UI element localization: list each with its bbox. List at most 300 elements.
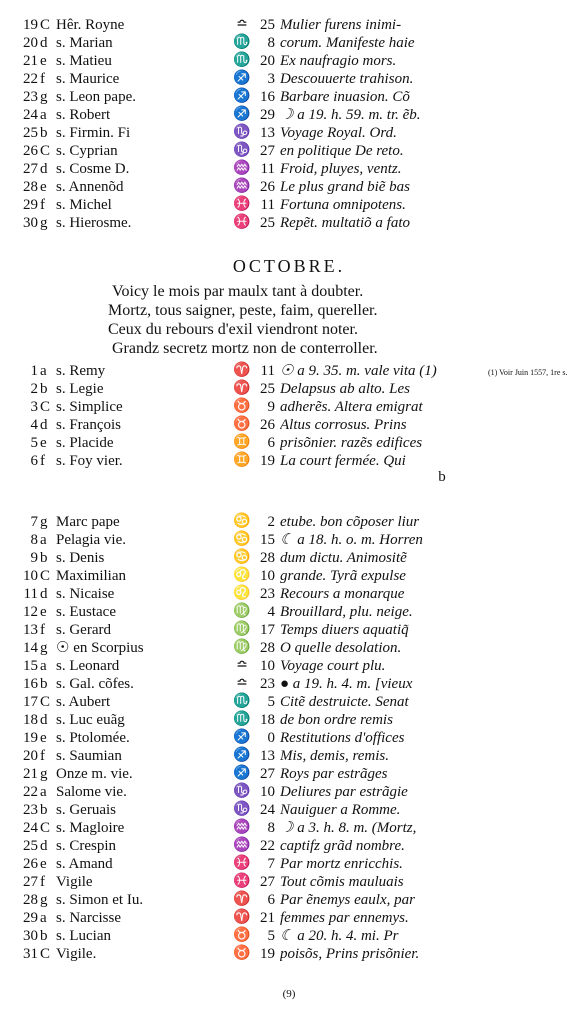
saint-name: s. Lucian bbox=[56, 928, 111, 944]
prediction-text: Recours a monarque bbox=[280, 586, 405, 602]
dominical-letter: g bbox=[40, 215, 48, 231]
zodiac-degree: 25 bbox=[260, 17, 275, 33]
zodiac-sign: ♏ bbox=[233, 712, 251, 727]
day-number: 23 bbox=[23, 802, 38, 818]
dominical-letter: a bbox=[40, 910, 47, 926]
prediction-text: Altus corrosus. Prins bbox=[280, 417, 407, 433]
day-number: 12 bbox=[23, 604, 38, 620]
zodiac-degree: 27 bbox=[260, 143, 275, 159]
day-number: 17 bbox=[23, 694, 38, 710]
day-number: 4 bbox=[30, 417, 38, 433]
zodiac-degree: 21 bbox=[260, 910, 275, 926]
saint-name: s. Simplice bbox=[56, 399, 123, 415]
day-number: 27 bbox=[23, 161, 38, 177]
prediction-text: ☉ a 9. 35. m. vale vita (1) bbox=[280, 363, 437, 379]
day-number: 22 bbox=[23, 71, 38, 87]
dominical-letter: e bbox=[40, 179, 47, 195]
saint-name: s. Leon pape. bbox=[56, 89, 136, 105]
prediction-text: Voyage Royal. Ord. bbox=[280, 125, 397, 141]
day-number: 13 bbox=[23, 622, 38, 638]
prediction-text: corum. Manifeste haie bbox=[280, 35, 415, 51]
saint-name: s. Magloire bbox=[56, 820, 125, 836]
calendar-row bbox=[0, 380, 578, 398]
zodiac-sign: ♉ bbox=[233, 928, 251, 943]
zodiac-degree: 29 bbox=[260, 107, 275, 123]
day-number: 30 bbox=[23, 215, 38, 231]
day-number: 26 bbox=[23, 856, 38, 872]
dominical-letter: C bbox=[40, 143, 51, 159]
zodiac-degree: 13 bbox=[260, 125, 275, 141]
zodiac-sign: ♋ bbox=[233, 514, 251, 529]
zodiac-sign: ♑ bbox=[233, 802, 251, 817]
calendar-row bbox=[0, 873, 578, 891]
page-number: (9) bbox=[282, 988, 296, 1000]
zodiac-degree: 10 bbox=[260, 784, 275, 800]
zodiac-sign: ♋ bbox=[233, 550, 251, 565]
saint-name: Hêr. Royne bbox=[56, 17, 125, 33]
zodiac-degree: 26 bbox=[260, 179, 275, 195]
dominical-letter: C bbox=[40, 17, 51, 33]
prediction-text: Restitutions d'offices bbox=[280, 730, 405, 746]
zodiac-sign: ♉ bbox=[233, 946, 251, 961]
day-number: 11 bbox=[23, 586, 38, 602]
saint-name: Maximilian bbox=[56, 568, 126, 584]
saint-name: s. François bbox=[56, 417, 121, 433]
dominical-letter: b bbox=[40, 802, 48, 818]
prediction-text: en politique De reto. bbox=[280, 143, 404, 159]
calendar-row bbox=[0, 801, 578, 819]
dominical-letter: f bbox=[40, 453, 45, 469]
zodiac-sign: ♌ bbox=[233, 586, 251, 601]
saint-name: Vigile bbox=[56, 874, 93, 890]
zodiac-degree: 25 bbox=[260, 381, 275, 397]
zodiac-degree: 11 bbox=[260, 363, 275, 379]
day-number: 20 bbox=[23, 35, 38, 51]
calendar-row bbox=[0, 657, 578, 675]
zodiac-sign: ♏ bbox=[233, 694, 251, 709]
prediction-text: femmes par ennemys. bbox=[280, 910, 409, 926]
zodiac-degree: 28 bbox=[260, 550, 275, 566]
day-number: 14 bbox=[23, 640, 38, 656]
prediction-text: ☽ a 19. h. 59. m. tr. ẽb. bbox=[280, 107, 421, 123]
calendar-row bbox=[0, 729, 578, 747]
zodiac-degree: 13 bbox=[260, 748, 275, 764]
october-table-first bbox=[0, 362, 578, 470]
calendar-row bbox=[0, 178, 578, 196]
zodiac-degree: 3 bbox=[267, 71, 275, 87]
dominical-letter: f bbox=[40, 874, 45, 890]
dominical-letter: a bbox=[40, 658, 47, 674]
zodiac-degree: 23 bbox=[260, 586, 275, 602]
day-number: 28 bbox=[23, 892, 38, 908]
calendar-row bbox=[0, 124, 578, 142]
prediction-text: dum dictu. Animositẽ bbox=[280, 550, 407, 566]
dominical-letter: b bbox=[40, 928, 48, 944]
saint-name: s. Annenõd bbox=[56, 179, 124, 195]
calendar-row bbox=[0, 531, 578, 549]
calendar-row bbox=[0, 675, 578, 693]
day-number: 24 bbox=[23, 820, 38, 836]
calendar-row bbox=[0, 585, 578, 603]
zodiac-degree: 6 bbox=[267, 435, 275, 451]
zodiac-degree: 25 bbox=[260, 215, 275, 231]
saint-name: s. Firmin. Fi bbox=[56, 125, 131, 141]
day-number: 28 bbox=[23, 179, 38, 195]
saint-name: s. Gerard bbox=[56, 622, 111, 638]
zodiac-sign: ♈ bbox=[233, 381, 251, 396]
zodiac-degree: 4 bbox=[267, 604, 275, 620]
dominical-letter: d bbox=[40, 838, 48, 854]
saint-name: s. Narcisse bbox=[56, 910, 121, 926]
calendar-row bbox=[0, 52, 578, 70]
saint-name: s. Remy bbox=[56, 363, 106, 379]
saint-name: Pelagia vie. bbox=[56, 532, 126, 548]
dominical-letter: a bbox=[40, 532, 47, 548]
prediction-text: Deliures par estrãgie bbox=[280, 784, 408, 800]
day-number: 1 bbox=[30, 363, 38, 379]
day-number: 31 bbox=[23, 946, 38, 962]
zodiac-degree: 27 bbox=[260, 766, 275, 782]
dominical-letter: g bbox=[40, 766, 48, 782]
dominical-letter: a bbox=[40, 784, 47, 800]
day-number: 6 bbox=[30, 453, 38, 469]
margin-footnote: (1) Voir Juin 1557, 1re s. bbox=[488, 368, 568, 377]
day-number: 29 bbox=[23, 910, 38, 926]
day-number: 21 bbox=[23, 53, 38, 69]
day-number: 7 bbox=[30, 514, 38, 530]
zodiac-degree: 24 bbox=[260, 802, 275, 818]
day-number: 5 bbox=[30, 435, 38, 451]
prediction-text: Voyage court plu. bbox=[280, 658, 386, 674]
zodiac-sign: ♈ bbox=[233, 892, 251, 907]
dominical-letter: C bbox=[40, 694, 51, 710]
september-table bbox=[0, 16, 578, 232]
calendar-row bbox=[0, 927, 578, 945]
saint-name: s. Matieu bbox=[56, 53, 112, 69]
dominical-letter: d bbox=[40, 712, 48, 728]
dominical-letter: b bbox=[40, 676, 48, 692]
saint-name: s. Marian bbox=[56, 35, 113, 51]
day-number: 21 bbox=[23, 766, 38, 782]
zodiac-degree: 20 bbox=[260, 53, 275, 69]
day-number: 22 bbox=[23, 784, 38, 800]
calendar-row bbox=[0, 434, 578, 452]
zodiac-degree: 8 bbox=[267, 35, 275, 51]
prediction-text: Froid, pluyes, ventz. bbox=[280, 161, 402, 177]
day-number: 18 bbox=[23, 712, 38, 728]
zodiac-sign: ≏ bbox=[236, 658, 248, 673]
saint-name: s. Cosme D. bbox=[56, 161, 130, 177]
prediction-text: Temps diuers aquatiq̃ bbox=[280, 622, 409, 638]
calendar-row bbox=[0, 549, 578, 567]
calendar-row bbox=[0, 819, 578, 837]
dominical-letter: f bbox=[40, 197, 45, 213]
zodiac-sign: ♐ bbox=[233, 748, 251, 763]
prediction-text: La court fermée. Qui bbox=[280, 453, 406, 469]
saint-name: s. Michel bbox=[56, 197, 112, 213]
dominical-letter: g bbox=[40, 640, 48, 656]
zodiac-degree: 18 bbox=[260, 712, 275, 728]
zodiac-sign: ♑ bbox=[233, 125, 251, 140]
saint-name: s. Crespin bbox=[56, 838, 116, 854]
dominical-letter: f bbox=[40, 748, 45, 764]
zodiac-degree: 10 bbox=[260, 568, 275, 584]
zodiac-sign: ♈ bbox=[233, 910, 251, 925]
saint-name: Salome vie. bbox=[56, 784, 127, 800]
calendar-row bbox=[0, 693, 578, 711]
dominical-letter: e bbox=[40, 730, 47, 746]
zodiac-sign: ♓ bbox=[233, 215, 251, 230]
saint-name: s. Ptolomée. bbox=[56, 730, 130, 746]
calendar-row bbox=[0, 567, 578, 585]
zodiac-degree: 22 bbox=[260, 838, 275, 854]
day-number: 19 bbox=[23, 17, 38, 33]
dominical-letter: b bbox=[40, 381, 48, 397]
dominical-letter: e bbox=[40, 53, 47, 69]
calendar-row bbox=[0, 909, 578, 927]
dominical-letter: e bbox=[40, 435, 47, 451]
verse-line: Voicy le mois par maulx tant à doubter. bbox=[112, 283, 364, 300]
saint-name: s. Simon et Iu. bbox=[56, 892, 144, 908]
zodiac-degree: 16 bbox=[260, 89, 275, 105]
calendar-row bbox=[0, 452, 578, 470]
dominical-letter: d bbox=[40, 417, 48, 433]
saint-name: Onze m. vie. bbox=[56, 766, 133, 782]
day-number: 27 bbox=[23, 874, 38, 890]
prediction-text: ● a 19. h. 4. m. [vieux bbox=[280, 676, 413, 692]
month-quatrain bbox=[60, 282, 500, 358]
prediction-text: Descouuerte trahison. bbox=[280, 71, 414, 87]
prediction-text: Repẽt. multatiõ a fato bbox=[280, 215, 410, 231]
zodiac-sign: ♒ bbox=[233, 838, 251, 853]
prediction-text: Roys par estrãges bbox=[280, 766, 388, 782]
zodiac-sign: ♑ bbox=[233, 143, 251, 158]
dominical-letter: C bbox=[40, 568, 51, 584]
dominical-letter: g bbox=[40, 892, 48, 908]
saint-name: s. Gal. cõfes. bbox=[56, 676, 134, 692]
day-number: 29 bbox=[23, 197, 38, 213]
dominical-letter: a bbox=[40, 363, 47, 379]
zodiac-sign: ≏ bbox=[236, 676, 248, 691]
day-number: 24 bbox=[23, 107, 38, 123]
zodiac-degree: 9 bbox=[267, 399, 275, 415]
calendar-row bbox=[0, 855, 578, 873]
saint-name: s. Placide bbox=[56, 435, 114, 451]
calendar-row bbox=[0, 783, 578, 801]
dominical-letter: e bbox=[40, 604, 47, 620]
verse-line: Mortz, tous saigner, peste, faim, quereller. bbox=[108, 302, 378, 319]
calendar-row bbox=[0, 765, 578, 783]
saint-name: s. Leonard bbox=[56, 658, 120, 674]
prediction-text: Mulier furens inimi- bbox=[280, 17, 402, 33]
zodiac-sign: ♒ bbox=[233, 161, 251, 176]
dominical-letter: f bbox=[40, 71, 45, 87]
saint-name: s. Denis bbox=[56, 550, 105, 566]
zodiac-degree: 7 bbox=[267, 856, 275, 872]
prediction-text: adherẽs. Altera emigrat bbox=[280, 399, 423, 415]
calendar-row bbox=[0, 416, 578, 434]
day-number: 16 bbox=[23, 676, 38, 692]
calendar-row bbox=[0, 891, 578, 909]
prediction-text: poisõs, Prins prisõnier. bbox=[280, 946, 420, 962]
zodiac-degree: 17 bbox=[260, 622, 275, 638]
prediction-text: Citẽ destruicte. Senat bbox=[280, 694, 409, 710]
day-number: 9 bbox=[30, 550, 38, 566]
calendar-row bbox=[0, 639, 578, 657]
day-number: 3 bbox=[30, 399, 38, 415]
dominical-letter: d bbox=[40, 586, 48, 602]
zodiac-sign: ♑ bbox=[233, 784, 251, 799]
zodiac-sign: ♉ bbox=[233, 399, 251, 414]
calendar-row bbox=[0, 214, 578, 232]
zodiac-sign: ♊ bbox=[233, 435, 251, 450]
saint-name: s. Robert bbox=[56, 107, 111, 123]
zodiac-sign: ♌ bbox=[233, 568, 251, 583]
prediction-text: O quelle desolation. bbox=[280, 640, 402, 656]
zodiac-degree: 11 bbox=[260, 161, 275, 177]
prediction-text: captifz grãd nombre. bbox=[280, 838, 405, 854]
calendar-row bbox=[0, 196, 578, 214]
zodiac-degree: 6 bbox=[267, 892, 275, 908]
prediction-text: grande. Tyrã expulse bbox=[280, 568, 406, 584]
zodiac-degree: 0 bbox=[267, 730, 275, 746]
saint-name: s. Nicaise bbox=[56, 586, 115, 602]
zodiac-degree: 23 bbox=[260, 676, 275, 692]
zodiac-sign: ♐ bbox=[233, 730, 251, 745]
zodiac-sign: ♓ bbox=[233, 856, 251, 871]
zodiac-sign: ♐ bbox=[233, 89, 251, 104]
prediction-text: ☾ a 20. h. 4. mi. Pr bbox=[280, 928, 399, 944]
calendar-row bbox=[0, 16, 578, 34]
prediction-text: Brouillard, plu. neige. bbox=[280, 604, 413, 620]
dominical-letter: a bbox=[40, 107, 47, 123]
zodiac-sign: ♏ bbox=[233, 35, 251, 50]
dominical-letter: g bbox=[40, 89, 48, 105]
prediction-text: Le plus grand biẽ bas bbox=[280, 179, 411, 195]
prediction-text: Par mortz enricchis. bbox=[280, 856, 403, 872]
calendar-row bbox=[0, 621, 578, 639]
calendar-row bbox=[0, 88, 578, 106]
calendar-row bbox=[0, 398, 578, 416]
saint-name: s. Hierosme. bbox=[56, 215, 132, 231]
zodiac-sign: ♐ bbox=[233, 766, 251, 781]
prediction-text: de bon ordre remis bbox=[280, 712, 393, 728]
day-number: 30 bbox=[23, 928, 38, 944]
zodiac-degree: 2 bbox=[267, 514, 275, 530]
october-table-second bbox=[0, 513, 578, 963]
calendar-row bbox=[0, 142, 578, 160]
zodiac-sign: ♋ bbox=[233, 532, 251, 547]
prediction-text: etube. bon cõposer liur bbox=[280, 514, 420, 530]
saint-name: s. Luc euãg bbox=[56, 712, 125, 728]
month-title: OCTOBRE. bbox=[232, 256, 346, 276]
dominical-letter: b bbox=[40, 125, 48, 141]
zodiac-degree: 26 bbox=[260, 417, 275, 433]
calendar-row bbox=[0, 70, 578, 88]
zodiac-degree: 5 bbox=[267, 694, 275, 710]
zodiac-sign: ♐ bbox=[233, 107, 251, 122]
dominical-letter: e bbox=[40, 856, 47, 872]
day-number: 8 bbox=[30, 532, 38, 548]
dominical-letter: d bbox=[40, 161, 48, 177]
calendar-row bbox=[0, 747, 578, 765]
zodiac-degree: 10 bbox=[260, 658, 275, 674]
saint-name: s. Legie bbox=[56, 381, 104, 397]
prediction-text: Delapsus ab alto. Les bbox=[280, 381, 411, 397]
dominical-letter: g bbox=[40, 514, 48, 530]
zodiac-degree: 19 bbox=[260, 946, 275, 962]
day-number: 15 bbox=[23, 658, 38, 674]
calendar-row bbox=[0, 513, 578, 531]
prediction-text: Fortuna omnipotens. bbox=[280, 197, 406, 213]
day-number: 26 bbox=[23, 143, 38, 159]
zodiac-degree: 27 bbox=[260, 874, 275, 890]
zodiac-degree: 5 bbox=[267, 928, 275, 944]
calendar-row bbox=[0, 34, 578, 52]
zodiac-degree: 8 bbox=[267, 820, 275, 836]
zodiac-degree: 15 bbox=[260, 532, 275, 548]
zodiac-sign: ♏ bbox=[233, 53, 251, 68]
saint-name: ☉ en Scorpius bbox=[56, 640, 144, 656]
saint-name: s. Foy vier. bbox=[56, 453, 123, 469]
calendar-row bbox=[0, 945, 578, 963]
saint-name: s. Eustace bbox=[56, 604, 116, 620]
saint-name: s. Aubert bbox=[56, 694, 111, 710]
zodiac-sign: ♍ bbox=[233, 604, 251, 619]
saint-name: s. Saumian bbox=[56, 748, 122, 764]
saint-name: s. Amand bbox=[56, 856, 113, 872]
dominical-letter: b bbox=[40, 550, 48, 566]
prediction-text: prisõnier. razẽs edifices bbox=[280, 435, 423, 451]
day-number: 20 bbox=[23, 748, 38, 764]
prediction-text: Barbare inuasion. Cõ bbox=[280, 89, 410, 105]
saint-name: s. Cyprian bbox=[56, 143, 118, 159]
prediction-text: Mis, demis, remis. bbox=[280, 748, 390, 764]
day-number: 19 bbox=[23, 730, 38, 746]
zodiac-degree: 28 bbox=[260, 640, 275, 656]
calendar-row bbox=[0, 837, 578, 855]
dominical-letter: C bbox=[40, 946, 51, 962]
day-number: 23 bbox=[23, 89, 38, 105]
zodiac-sign: ♍ bbox=[233, 622, 251, 637]
prediction-text: Tout cõmis mauluais bbox=[280, 874, 404, 890]
verse-line: Grandz secretz mortz non de conterroller. bbox=[112, 340, 378, 357]
prediction-text: Ex naufragio mors. bbox=[280, 53, 397, 69]
day-number: 2 bbox=[30, 381, 38, 397]
zodiac-sign: ♒ bbox=[233, 820, 251, 835]
calendar-row bbox=[0, 711, 578, 729]
prediction-text: ☾ a 18. h. o. m. Horren bbox=[280, 532, 423, 548]
saint-name: Marc pape bbox=[56, 514, 120, 530]
prediction-text: ☽ a 3. h. 8. m. (Mortz, bbox=[280, 820, 417, 836]
zodiac-sign: ♍ bbox=[233, 640, 251, 655]
dominical-letter: d bbox=[40, 35, 48, 51]
saint-name: s. Maurice bbox=[56, 71, 120, 87]
zodiac-sign: ♉ bbox=[233, 417, 251, 432]
day-number: 25 bbox=[23, 125, 38, 141]
zodiac-sign: ≏ bbox=[236, 17, 248, 32]
saint-name: s. Geruais bbox=[56, 802, 116, 818]
zodiac-sign: ♓ bbox=[233, 874, 251, 889]
calendar-row bbox=[0, 106, 578, 124]
zodiac-sign: ♐ bbox=[233, 71, 251, 86]
zodiac-sign: ♓ bbox=[233, 197, 251, 212]
dominical-letter: C bbox=[40, 820, 51, 836]
prediction-text: Par ẽnemys eaulx, par bbox=[280, 892, 415, 908]
saint-name: Vigile. bbox=[56, 946, 97, 962]
calendar-row bbox=[0, 603, 578, 621]
day-number: 25 bbox=[23, 838, 38, 854]
